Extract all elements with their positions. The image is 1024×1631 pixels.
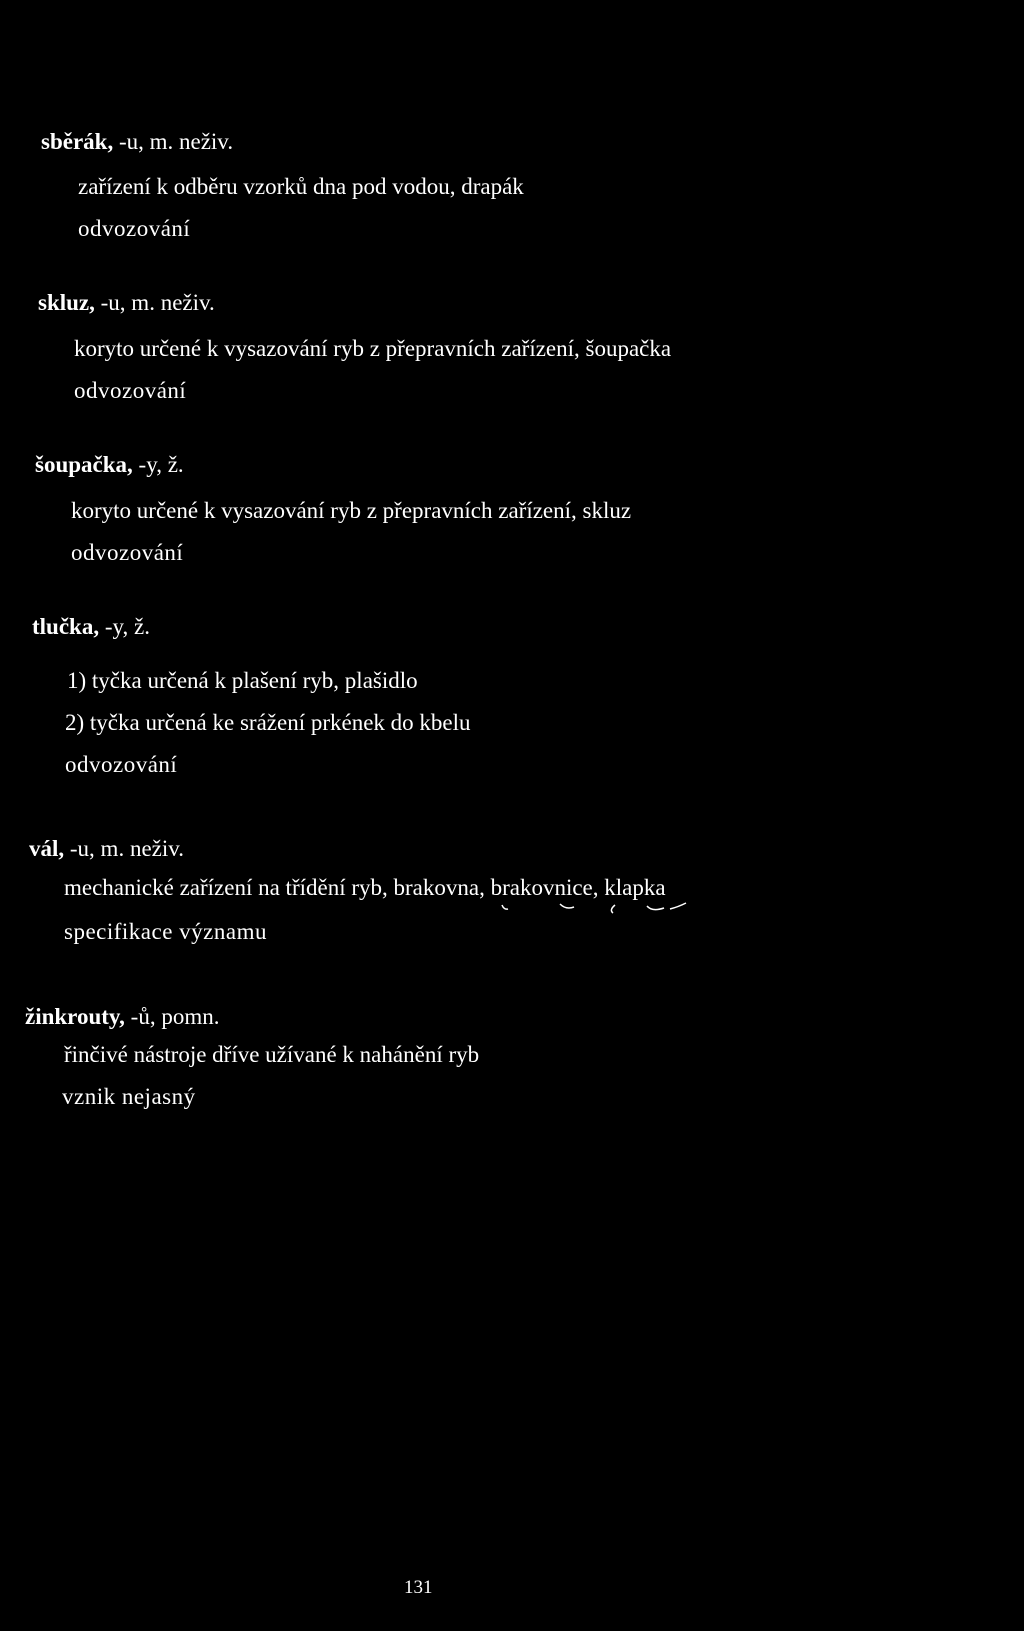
definition: řinčivé nástroje dříve užívané k nahánění ryb [64, 1042, 480, 1067]
headword: skluz, [38, 290, 95, 315]
note: odvozování [78, 216, 191, 241]
grammar-info: -u, m. neživ. [94, 290, 215, 315]
definition: koryto určené k vysazování ryb z přepravních zařízení, skluz [71, 498, 632, 523]
entry-heading [25, 1003, 219, 1031]
note: vznik nejasný [62, 1084, 196, 1109]
definition: zařízení k odběru vzorků dna pod vodou, drapák [78, 174, 524, 199]
grammar-info: -ů, pomn. [124, 1004, 220, 1029]
entry-heading [38, 289, 215, 317]
headword: vál, [29, 836, 65, 861]
grammar-info: -u, m. neživ. [113, 129, 234, 154]
entry-heading [35, 451, 184, 479]
definition-2: 2) tyčka určená ke srážení prkének do kbelu [65, 710, 471, 735]
entry-heading [29, 835, 184, 863]
definition: koryto určené k vysazování ryb z přepravních zařízení, šoupačka [74, 336, 672, 361]
note: odvozování [65, 752, 178, 777]
note: odvozování [74, 378, 187, 403]
note: odvozování [71, 540, 184, 565]
entry-heading [41, 128, 233, 156]
headword: tlučka, [32, 614, 100, 639]
headword: šoupačka, [35, 452, 133, 477]
definition: mechanické zařízení na třídění ryb, brakovna, brakovnice, klapka [64, 875, 666, 900]
grammar-info: -y, ž. [132, 452, 184, 477]
definition-1: 1) tyčka určená k plašení ryb, plašidlo [67, 668, 418, 693]
handwritten-marks [496, 901, 716, 923]
note: specifikace významu [64, 919, 267, 944]
entry-heading [32, 613, 150, 641]
headword: sběrák, [41, 129, 114, 154]
grammar-info: -y, ž. [99, 614, 150, 639]
page-number: 131 [404, 1577, 433, 1598]
grammar-info: -u, m. neživ. [64, 836, 185, 861]
headword: žinkrouty, [25, 1004, 125, 1029]
